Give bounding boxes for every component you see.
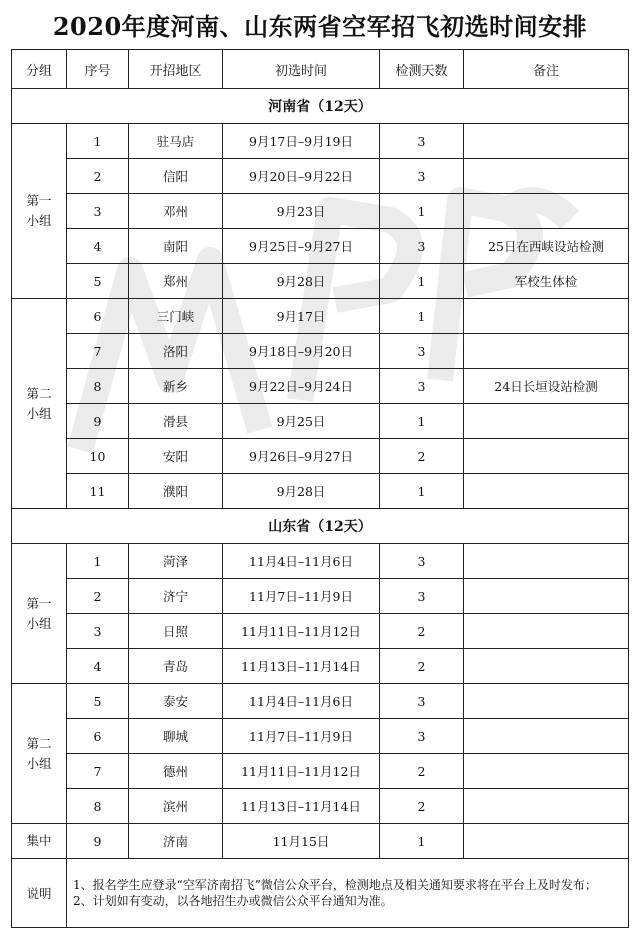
table-row — [12, 614, 629, 649]
row-number: 7 — [67, 334, 129, 369]
row-number: 3 — [67, 614, 129, 649]
group-name: 第一 小组 — [12, 544, 67, 684]
days-cell: 3 — [380, 544, 464, 579]
region-cell: 驻马店 — [129, 124, 223, 159]
days-cell: 3 — [380, 719, 464, 754]
region-cell: 济宁 — [129, 579, 223, 614]
days-cell: 3 — [380, 159, 464, 194]
remarks-cell — [464, 159, 629, 194]
table-row — [12, 334, 629, 369]
region-cell: 德州 — [129, 754, 223, 789]
notes-label: 说明 — [12, 859, 67, 928]
region-cell: 聊城 — [129, 719, 223, 754]
header-region: 开招地区 — [129, 50, 223, 89]
row-number: 9 — [67, 824, 129, 859]
date-cell: 9月25日 — [223, 404, 380, 439]
days-cell: 2 — [380, 439, 464, 474]
days-cell: 3 — [380, 369, 464, 404]
date-cell: 11月4日–11月6日 — [223, 544, 380, 579]
remarks-cell: 24日长垣设站检测 — [464, 369, 629, 404]
date-cell: 9月23日 — [223, 194, 380, 229]
header-days: 检测天数 — [380, 50, 464, 89]
table-row — [12, 579, 629, 614]
table-row — [12, 194, 629, 229]
days-cell: 1 — [380, 404, 464, 439]
table-row — [12, 544, 629, 579]
table-row — [12, 719, 629, 754]
days-cell: 3 — [380, 334, 464, 369]
notes-row — [12, 859, 629, 928]
date-cell: 11月7日–11月9日 — [223, 719, 380, 754]
remarks-cell — [464, 579, 629, 614]
row-number: 3 — [67, 194, 129, 229]
date-cell: 9月17日 — [223, 299, 380, 334]
days-cell: 3 — [380, 684, 464, 719]
date-cell: 9月22日–9月24日 — [223, 369, 380, 404]
region-cell: 泰安 — [129, 684, 223, 719]
remarks-cell: 军校生体检 — [464, 264, 629, 299]
row-number: 1 — [67, 544, 129, 579]
remarks-cell — [464, 719, 629, 754]
page-title: 2020年度河南、山东两省空军招飞初选时间安排 — [52, 11, 588, 41]
remarks-cell — [464, 614, 629, 649]
date-cell: 9月17日–9月19日 — [223, 124, 380, 159]
region-cell: 滑县 — [129, 404, 223, 439]
remarks-cell — [464, 544, 629, 579]
group-name: 集中 — [12, 824, 67, 859]
row-number: 11 — [67, 474, 129, 509]
date-cell: 9月26日–9月27日 — [223, 439, 380, 474]
date-cell: 11月7日–11月9日 — [223, 579, 380, 614]
region-cell: 郑州 — [129, 264, 223, 299]
region-cell: 信阳 — [129, 159, 223, 194]
date-cell: 11月15日 — [223, 824, 380, 859]
note-line: 1、报名学生应登录“空军济南招飞”微信公众平台，检测地点及相关通知要求将在平台上及时发布； — [73, 878, 597, 892]
region-cell: 洛阳 — [129, 334, 223, 369]
date-cell: 9月25日–9月27日 — [223, 229, 380, 264]
group-name: 第一 小组 — [12, 124, 67, 299]
date-cell: 9月20日–9月22日 — [223, 159, 380, 194]
row-number: 2 — [67, 579, 129, 614]
remarks-cell — [464, 649, 629, 684]
date-cell: 9月28日 — [223, 264, 380, 299]
province-heading: 山东省（12天） — [12, 509, 629, 544]
header-date: 初选时间 — [223, 50, 380, 89]
row-number: 7 — [67, 754, 129, 789]
table-row — [12, 684, 629, 719]
header-group: 分组 — [12, 50, 67, 89]
row-number: 8 — [67, 789, 129, 824]
date-cell: 9月18日–9月20日 — [223, 334, 380, 369]
days-cell: 2 — [380, 649, 464, 684]
remarks-cell: 25日在西峡设站检测 — [464, 229, 629, 264]
region-cell: 邓州 — [129, 194, 223, 229]
region-cell: 安阳 — [129, 439, 223, 474]
region-cell: 濮阳 — [129, 474, 223, 509]
note-line: 2、计划如有变动，以各地招生办或微信公众平台通知为准。 — [73, 894, 393, 908]
days-cell: 1 — [380, 264, 464, 299]
header-row — [12, 50, 629, 89]
table-row — [12, 824, 629, 859]
table-row — [12, 124, 629, 159]
date-cell: 11月4日–11月6日 — [223, 684, 380, 719]
province-row — [12, 509, 629, 544]
table-row — [12, 404, 629, 439]
region-cell: 新乡 — [129, 369, 223, 404]
notes-text — [67, 859, 629, 928]
days-cell: 1 — [380, 299, 464, 334]
row-number: 8 — [67, 369, 129, 404]
row-number: 9 — [67, 404, 129, 439]
remarks-cell — [464, 124, 629, 159]
date-cell: 11月13日–11月14日 — [223, 789, 380, 824]
header-remarks: 备注 — [464, 50, 629, 89]
date-cell: 11月11日–11月12日 — [223, 614, 380, 649]
remarks-cell — [464, 404, 629, 439]
days-cell: 1 — [380, 824, 464, 859]
region-cell: 青岛 — [129, 649, 223, 684]
days-cell: 1 — [380, 194, 464, 229]
row-number: 4 — [67, 649, 129, 684]
row-number: 6 — [67, 719, 129, 754]
schedule-table — [11, 49, 629, 928]
remarks-cell — [464, 299, 629, 334]
table-row — [12, 439, 629, 474]
row-number: 2 — [67, 159, 129, 194]
group-name: 第二 小组 — [12, 299, 67, 509]
remarks-cell — [464, 754, 629, 789]
row-number: 4 — [67, 229, 129, 264]
province-heading: 河南省（12天） — [12, 89, 629, 124]
row-number: 5 — [67, 684, 129, 719]
table-row — [12, 474, 629, 509]
remarks-cell — [464, 474, 629, 509]
row-number: 6 — [67, 299, 129, 334]
region-cell: 三门峡 — [129, 299, 223, 334]
remarks-cell — [464, 439, 629, 474]
row-number: 5 — [67, 264, 129, 299]
table-row — [12, 264, 629, 299]
table-row — [12, 789, 629, 824]
days-cell: 2 — [380, 789, 464, 824]
region-cell: 南阳 — [129, 229, 223, 264]
group-name: 第二 小组 — [12, 684, 67, 824]
table-row — [12, 369, 629, 404]
province-row — [12, 89, 629, 124]
table-row — [12, 159, 629, 194]
days-cell: 3 — [380, 579, 464, 614]
remarks-cell — [464, 789, 629, 824]
region-cell: 日照 — [129, 614, 223, 649]
days-cell: 3 — [380, 229, 464, 264]
remarks-cell — [464, 334, 629, 369]
row-number: 1 — [67, 124, 129, 159]
region-cell: 济南 — [129, 824, 223, 859]
region-cell: 菏泽 — [129, 544, 223, 579]
region-cell: 滨州 — [129, 789, 223, 824]
days-cell: 2 — [380, 754, 464, 789]
table-row — [12, 229, 629, 264]
date-cell: 11月13日–11月14日 — [223, 649, 380, 684]
table-row — [12, 299, 629, 334]
remarks-cell — [464, 684, 629, 719]
days-cell: 2 — [380, 614, 464, 649]
days-cell: 1 — [380, 474, 464, 509]
table-row — [12, 649, 629, 684]
table-row — [12, 754, 629, 789]
date-cell: 11月11日–11月12日 — [223, 754, 380, 789]
remarks-cell — [464, 824, 629, 859]
row-number: 10 — [67, 439, 129, 474]
header-number: 序号 — [67, 50, 129, 89]
date-cell: 9月28日 — [223, 474, 380, 509]
days-cell: 3 — [380, 124, 464, 159]
remarks-cell — [464, 194, 629, 229]
